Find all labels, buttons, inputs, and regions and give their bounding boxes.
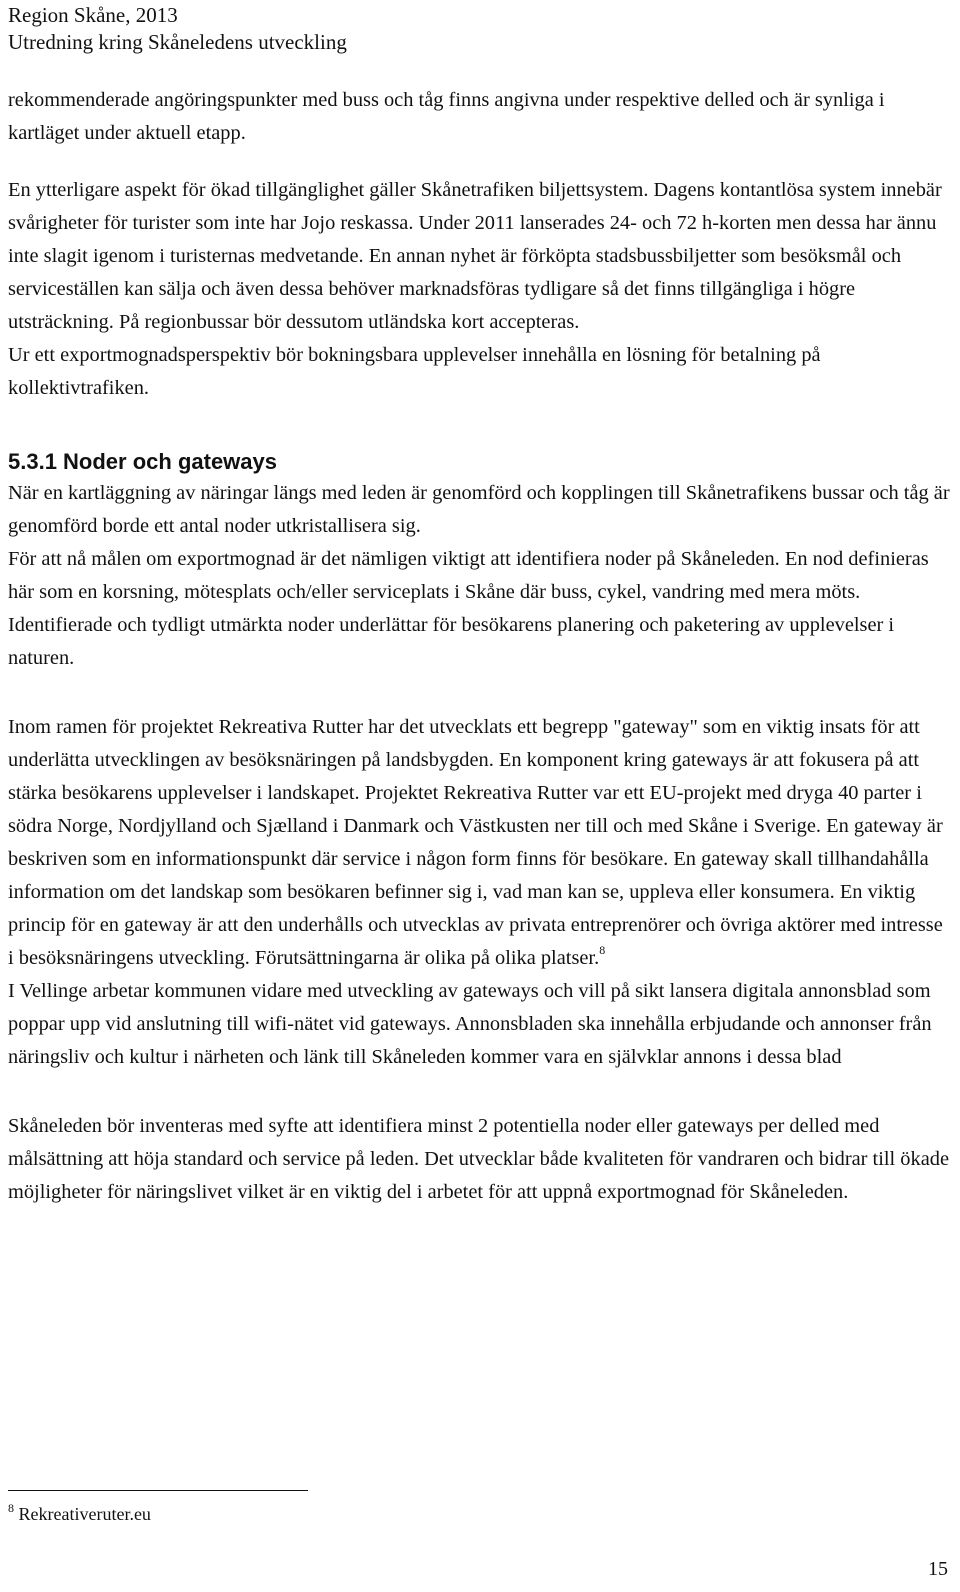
paragraph-gateway-text: Inom ramen för projektet Rekreativa Rutter har det utvecklats ett begrepp "gateway" som en viktig insats för att underlätta utvecklingen av besöksnäringen på landsbygden. En komponent kring gateways är att fokusera på att stärka besökarens upplevelser i landskapet. Projektet Rekreativa Rutter var ett EU-projekt med dryga 40 parter i södra Norge, Nordjylland och Sjælland i Danmark och Västkusten ner till och med Skåne i Sverige. En gateway är beskriven som en informationspunkt där service i någon form finns för besökare. En gateway skall tillhandahålla information om det landskap som besökaren befinner sig i, vad man kan se, uppleva eller konsumera. En viktig princip för en gateway är att den underhålls och utvecklas av privata entreprenörer och övriga aktörer med intresse i besöksnäringens utveckling. Förutsättningarna är olika på olika platser. (8, 716, 943, 969)
footnote-number: 8 (8, 1501, 14, 1515)
paragraph-boarding-points: rekommenderade angöringspunkter med buss och tåg finns angivna under respektive delled och är synliga i kartläget under aktuell etapp. (8, 89, 885, 144)
footnote-reference[interactable]: 8 (599, 943, 606, 957)
page-number: 15 (928, 1558, 948, 1580)
footnote (8, 1502, 151, 1526)
paragraph-export-readiness: Ur ett exportmognadsperspektiv bör bokningsbara upplevelser innehålla en lösning för betalning på kollektivtrafiken. (8, 344, 821, 399)
paragraph-mapping: När en kartläggning av näringar längs med leden är genomförd och kopplingen till Skånetrafikens bussar och tåg är genomförd borde ett antal noder utkristallisera sig. (8, 482, 950, 537)
section-heading: 5.3.1 Noder och gateways (8, 449, 277, 474)
paragraph-vellinge: I Vellinge arbetar kommunen vidare med utveckling av gateways och vill på sikt lansera digitala annonsblad som poppar upp vid anslutning till wifi-nätet vid gateways. Annonsbladen ska innehålla erbjudande och annonser från näringsliv och kultur i närheten och länk till Skåneleden kommer vara en självklar annons i dessa blad (8, 980, 932, 1068)
footnote-divider (8, 1490, 308, 1491)
paragraph-ticket-system: En ytterligare aspekt för ökad tillgänglighet gäller Skånetrafiken biljettsystem. Dagens kontantlösa system innebär svårigheter för turister som inte har Jojo reskassa. Under 2011 lanserades 24- och 72 h-korten men dessa har ännu inte slagit igenom i turisternas medvetande. En annan nyhet är förköpta stadsbussbiljetter som besöksmål och serviceställen kan sälja och även dessa behöver marknadsföras tydligare så det finns tillgängliga i högre utsträckning. På regionbussar bör dessutom utländska kort accepteras. (8, 179, 942, 333)
paragraph-gateway-concept (8, 711, 953, 975)
footnote-text: Rekreativeruter.eu (18, 1504, 151, 1524)
paragraph-inventory: Skåneleden bör inventeras med syfte att identifiera minst 2 potentiella noder eller gateways per delled med målsättning att höja standard och service på leden. Det utvecklar både kvaliteten för vandraren och bidrar till ökade möjligheter för näringslivet vilket är en viktig del i arbetet för att uppnå exportmognad för Skåneleden. (8, 1115, 949, 1203)
paragraph-nodes: För att nå målen om exportmognad är det nämligen viktigt att identifiera noder på Skåneleden. En nod definieras här som en korsning, mötesplats och/eller serviceplats i Skåne där buss, cykel, vandring med mera möts. Identifierade och tydligt utmärkta noder underlättar för besökarens planering och paketering av upplevelser i naturen. (8, 548, 929, 669)
page-header (8, 2, 347, 56)
header-document-title: Utredning kring Skåneledens utveckling (8, 30, 347, 54)
header-organization: Region Skåne, 2013 (8, 3, 178, 27)
body-text (8, 84, 953, 1209)
